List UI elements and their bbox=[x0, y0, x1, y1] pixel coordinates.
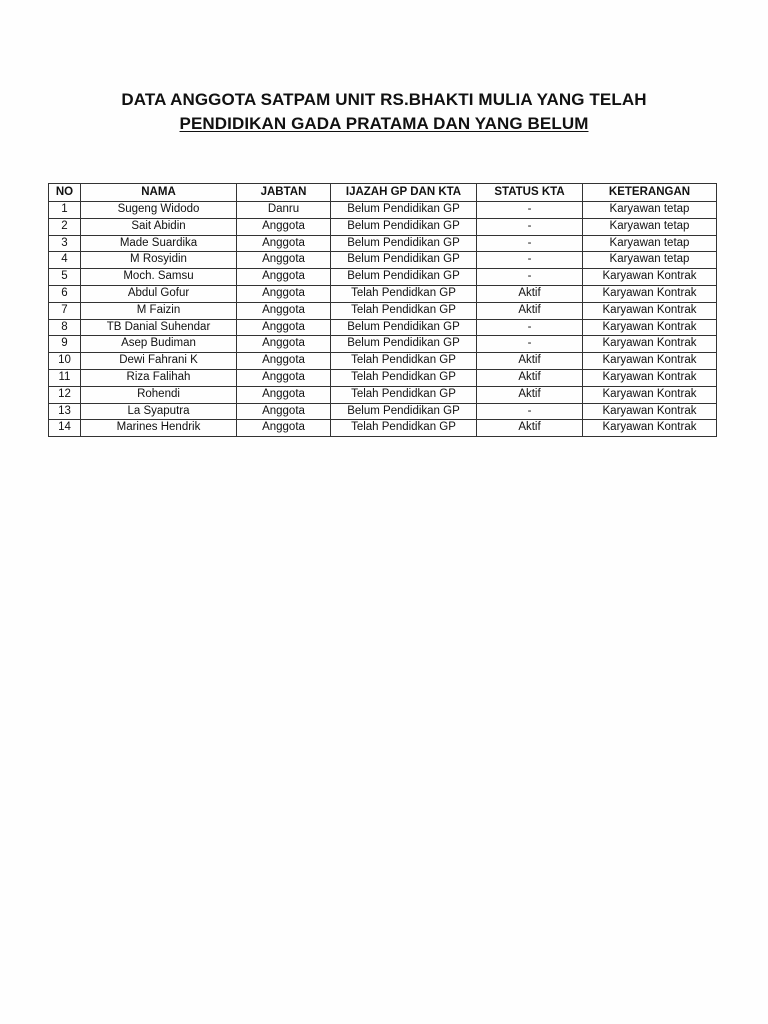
cell-status: Aktif bbox=[477, 353, 583, 370]
table-row bbox=[49, 319, 717, 336]
cell-keterangan: Karyawan Kontrak bbox=[583, 420, 717, 437]
table-row bbox=[49, 218, 717, 235]
cell-keterangan: Karyawan Kontrak bbox=[583, 319, 717, 336]
cell-no: 7 bbox=[49, 302, 81, 319]
header-status: STATUS KTA bbox=[477, 184, 583, 202]
cell-jabtan: Anggota bbox=[237, 386, 331, 403]
table-row bbox=[49, 353, 717, 370]
table-row bbox=[49, 336, 717, 353]
cell-ijazah: Belum Pendidikan GP bbox=[331, 235, 477, 252]
cell-keterangan: Karyawan Kontrak bbox=[583, 302, 717, 319]
cell-keterangan: Karyawan Kontrak bbox=[583, 285, 717, 302]
cell-nama: M Faizin bbox=[81, 302, 237, 319]
cell-no: 5 bbox=[49, 269, 81, 286]
cell-no: 8 bbox=[49, 319, 81, 336]
header-keterangan: KETERANGAN bbox=[583, 184, 717, 202]
cell-status: Aktif bbox=[477, 302, 583, 319]
cell-ijazah: Telah Pendidkan GP bbox=[331, 302, 477, 319]
cell-ijazah: Belum Pendidikan GP bbox=[331, 336, 477, 353]
cell-status: - bbox=[477, 235, 583, 252]
title-line-1: DATA ANGGOTA SATPAM UNIT RS.BHAKTI MULIA YANG TELAH bbox=[121, 90, 647, 109]
cell-jabtan: Anggota bbox=[237, 319, 331, 336]
cell-status: Aktif bbox=[477, 386, 583, 403]
cell-no: 14 bbox=[49, 420, 81, 437]
cell-jabtan: Anggota bbox=[237, 285, 331, 302]
cell-ijazah: Belum Pendidikan GP bbox=[331, 252, 477, 269]
cell-jabtan: Anggota bbox=[237, 369, 331, 386]
cell-nama: Rohendi bbox=[81, 386, 237, 403]
cell-ijazah: Belum Pendidikan GP bbox=[331, 403, 477, 420]
cell-status: Aktif bbox=[477, 285, 583, 302]
table-row bbox=[49, 202, 717, 219]
cell-jabtan: Anggota bbox=[237, 403, 331, 420]
cell-no: 12 bbox=[49, 386, 81, 403]
table-row bbox=[49, 302, 717, 319]
cell-keterangan: Karyawan Kontrak bbox=[583, 336, 717, 353]
cell-ijazah: Belum Pendidikan GP bbox=[331, 319, 477, 336]
cell-ijazah: Telah Pendidkan GP bbox=[331, 285, 477, 302]
cell-status: Aktif bbox=[477, 420, 583, 437]
cell-keterangan: Karyawan tetap bbox=[583, 218, 717, 235]
cell-status: - bbox=[477, 319, 583, 336]
cell-no: 4 bbox=[49, 252, 81, 269]
cell-keterangan: Karyawan tetap bbox=[583, 202, 717, 219]
cell-jabtan: Anggota bbox=[237, 420, 331, 437]
title-line-2: PENDIDIKAN GADA PRATAMA DAN YANG BELUM bbox=[179, 114, 589, 133]
table-row bbox=[49, 403, 717, 420]
cell-keterangan: Karyawan Kontrak bbox=[583, 369, 717, 386]
cell-keterangan: Karyawan Kontrak bbox=[583, 269, 717, 286]
cell-status: - bbox=[477, 202, 583, 219]
table-row bbox=[49, 235, 717, 252]
cell-no: 10 bbox=[49, 353, 81, 370]
table-row bbox=[49, 369, 717, 386]
table-row bbox=[49, 420, 717, 437]
cell-status: Aktif bbox=[477, 369, 583, 386]
cell-nama: Dewi Fahrani K bbox=[81, 353, 237, 370]
table-row bbox=[49, 269, 717, 286]
cell-nama: Marines Hendrik bbox=[81, 420, 237, 437]
header-jabtan: JABTAN bbox=[237, 184, 331, 202]
cell-jabtan: Anggota bbox=[237, 218, 331, 235]
table-header-row bbox=[49, 184, 717, 202]
header-no: NO bbox=[49, 184, 81, 202]
cell-no: 2 bbox=[49, 218, 81, 235]
cell-nama: Sugeng Widodo bbox=[81, 202, 237, 219]
cell-nama: Moch. Samsu bbox=[81, 269, 237, 286]
cell-status: - bbox=[477, 218, 583, 235]
cell-ijazah: Telah Pendidkan GP bbox=[331, 369, 477, 386]
document-title bbox=[0, 88, 768, 136]
cell-jabtan: Anggota bbox=[237, 336, 331, 353]
cell-jabtan: Anggota bbox=[237, 252, 331, 269]
cell-no: 6 bbox=[49, 285, 81, 302]
cell-nama: Riza Falihah bbox=[81, 369, 237, 386]
cell-ijazah: Telah Pendidkan GP bbox=[331, 353, 477, 370]
cell-nama: M Rosyidin bbox=[81, 252, 237, 269]
cell-ijazah: Belum Pendidikan GP bbox=[331, 202, 477, 219]
cell-keterangan: Karyawan Kontrak bbox=[583, 353, 717, 370]
table-row bbox=[49, 386, 717, 403]
cell-nama: La Syaputra bbox=[81, 403, 237, 420]
cell-jabtan: Danru bbox=[237, 202, 331, 219]
cell-nama: Made Suardika bbox=[81, 235, 237, 252]
cell-jabtan: Anggota bbox=[237, 269, 331, 286]
cell-keterangan: Karyawan Kontrak bbox=[583, 386, 717, 403]
cell-status: - bbox=[477, 336, 583, 353]
cell-status: - bbox=[477, 252, 583, 269]
cell-ijazah: Belum Pendidikan GP bbox=[331, 269, 477, 286]
cell-ijazah: Telah Pendidkan GP bbox=[331, 386, 477, 403]
cell-keterangan: Karyawan tetap bbox=[583, 235, 717, 252]
cell-nama: TB Danial Suhendar bbox=[81, 319, 237, 336]
member-table bbox=[48, 183, 717, 437]
cell-no: 13 bbox=[49, 403, 81, 420]
cell-nama: Asep Budiman bbox=[81, 336, 237, 353]
cell-jabtan: Anggota bbox=[237, 235, 331, 252]
cell-no: 1 bbox=[49, 202, 81, 219]
header-ijazah: IJAZAH GP DAN KTA bbox=[331, 184, 477, 202]
cell-no: 3 bbox=[49, 235, 81, 252]
cell-ijazah: Telah Pendidkan GP bbox=[331, 420, 477, 437]
cell-jabtan: Anggota bbox=[237, 302, 331, 319]
table-body bbox=[49, 202, 717, 437]
header-nama: NAMA bbox=[81, 184, 237, 202]
cell-nama: Sait Abidin bbox=[81, 218, 237, 235]
cell-keterangan: Karyawan Kontrak bbox=[583, 403, 717, 420]
cell-status: - bbox=[477, 269, 583, 286]
table-row bbox=[49, 252, 717, 269]
table-row bbox=[49, 285, 717, 302]
cell-no: 9 bbox=[49, 336, 81, 353]
cell-ijazah: Belum Pendidikan GP bbox=[331, 218, 477, 235]
cell-keterangan: Karyawan tetap bbox=[583, 252, 717, 269]
cell-nama: Abdul Gofur bbox=[81, 285, 237, 302]
cell-no: 11 bbox=[49, 369, 81, 386]
cell-jabtan: Anggota bbox=[237, 353, 331, 370]
cell-status: - bbox=[477, 403, 583, 420]
